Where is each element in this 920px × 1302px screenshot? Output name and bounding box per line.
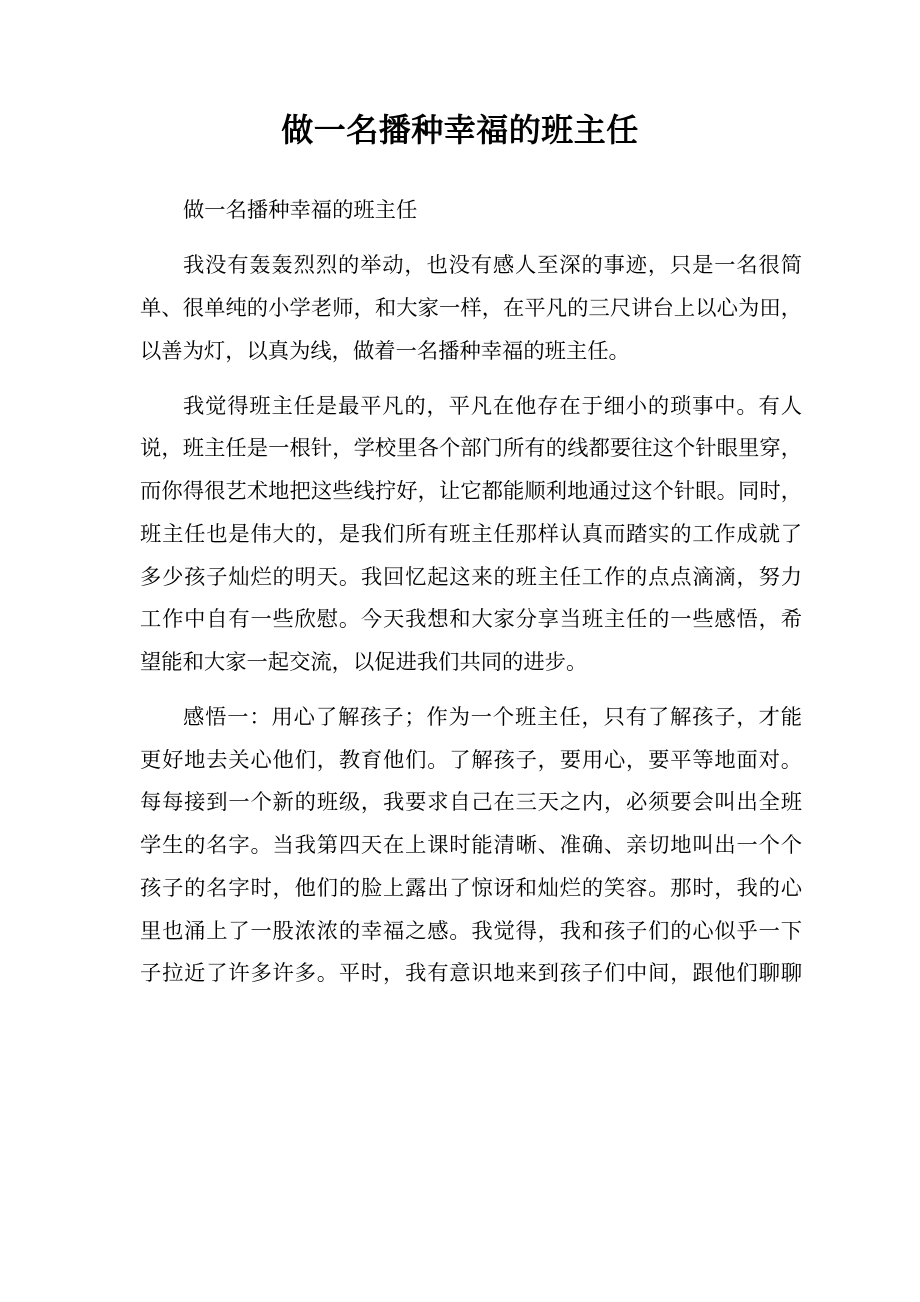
text-line: 说，班主任是一根针，学校里各个部门所有的线都要往这个针眼里穿， <box>140 436 802 462</box>
text-line: 做一名播种幸福的班主任 <box>183 198 418 223</box>
text-line: 里也涌上了一股浓浓的幸福之感。我觉得，我和孩子们的心似乎一下 <box>140 918 802 944</box>
paragraph <box>140 190 802 233</box>
paragraph <box>140 386 802 685</box>
text-line: 多少孩子灿烂的明天。我回忆起这来的班主任工作的点点滴滴，努力 <box>140 564 802 590</box>
paragraph <box>140 245 802 373</box>
text-line: 感悟一：用心了解孩子；作为一个班主任，只有了解孩子，才能 <box>183 705 802 731</box>
paragraph <box>140 697 802 996</box>
text-line: 工作中自有一些欣慰。今天我想和大家分享当班主任的一些感悟，希 <box>140 607 802 633</box>
document-body <box>140 190 802 1008</box>
text-line: 学生的名字。当我第四天在上课时能清晰、准确、亲切地叫出一个个 <box>140 833 802 859</box>
text-line: 单、很单纯的小学老师，和大家一样，在平凡的三尺讲台上以心为田， <box>140 295 802 321</box>
text-line: 以善为灯，以真为线，做着一名播种幸福的班主任。 <box>140 338 630 364</box>
text-line: 我没有轰轰烈烈的举动，也没有感人至深的事迹，只是一名很简 <box>183 253 802 279</box>
document-title: 做一名播种幸福的班主任 <box>281 111 639 149</box>
text-line: 班主任也是伟大的，是我们所有班主任那样认真而踏实的工作成就了 <box>140 521 802 547</box>
text-line: 而你得很艺术地把这些线拧好，让它都能顺利地通过这个针眼。同时， <box>140 479 802 505</box>
text-line: 每每接到一个新的班级，我要求自己在三天之内，必须要会叫出全班 <box>140 790 802 816</box>
text-line: 我觉得班主任是最平凡的，平凡在他存在于细小的琐事中。有人 <box>183 393 802 419</box>
text-line: 望能和大家一起交流，以促进我们共同的进步。 <box>140 649 588 675</box>
text-line: 子拉近了许多许多。平时，我有意识地来到孩子们中间，跟他们聊聊 <box>140 961 802 987</box>
text-line: 更好地去关心他们，教育他们。了解孩子，要用心，要平等地面对。 <box>140 747 802 773</box>
text-line: 孩子的名字时，他们的脸上露出了惊讶和灿烂的笑容。那时，我的心 <box>140 875 802 901</box>
